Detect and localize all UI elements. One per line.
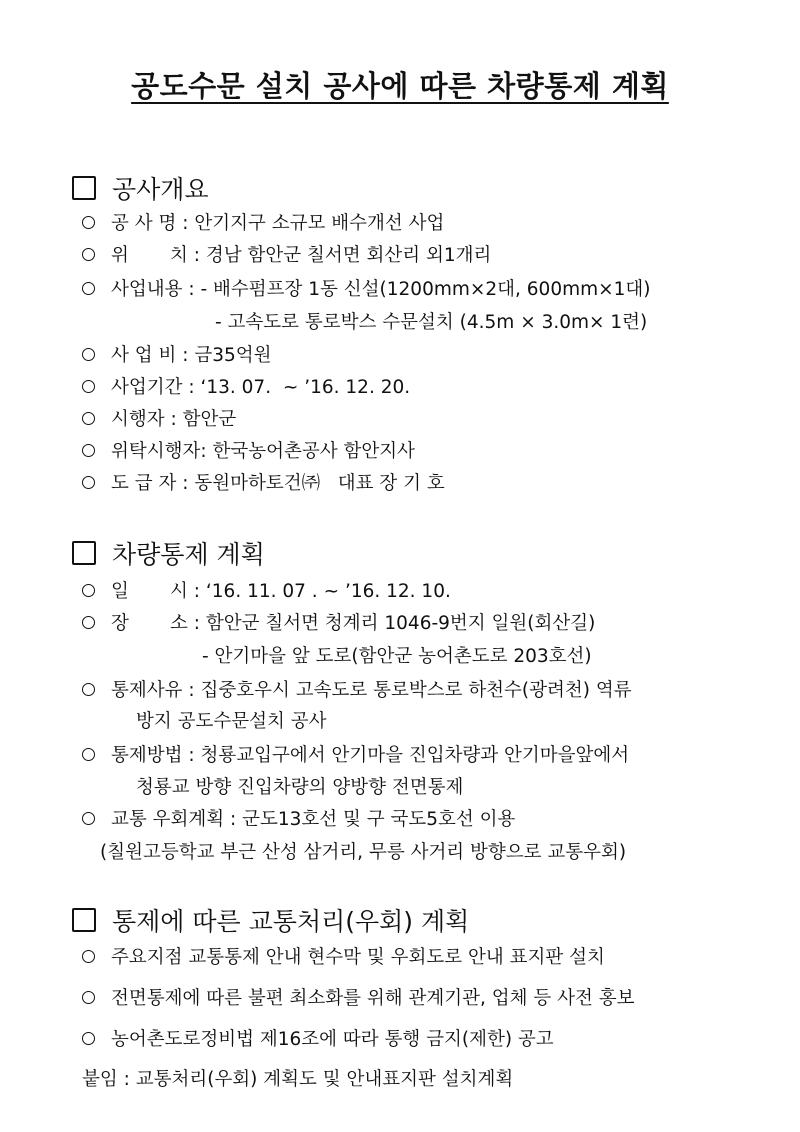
circle-bullet-icon <box>82 748 95 761</box>
circle-bullet-icon <box>82 991 95 1004</box>
circle-bullet-icon <box>82 412 95 425</box>
list-item: 교통 우회계획 : 군도13호선 및 구 국도5호선 이용 <box>82 808 515 832</box>
circle-bullet-icon <box>82 216 95 229</box>
list-item: 장 소 : 함안군 칠서면 청계리 1046-9번지 일원(회산길) <box>82 612 595 636</box>
list-item: 시행자 : 함안군 <box>82 408 236 432</box>
list-item-continuation: 청룡교 방향 진입차량의 양방향 전면통제 <box>136 777 464 798</box>
section-heading-text: 통제에 따른 교통처리(우회) 계획 <box>112 907 470 936</box>
circle-bullet-icon <box>82 282 95 295</box>
section-heading-text: 차량통제 계획 <box>112 540 265 569</box>
section-heading-detour-plan <box>72 902 469 938</box>
list-item-continuation: - 고속도로 통로박스 수문설치 (4.5m × 3.0m× 1련) <box>215 312 648 333</box>
list-item: 일 시 : ‘16. 11. 07 . ~ ’16. 12. 10. <box>82 580 451 604</box>
circle-bullet-icon <box>82 348 95 361</box>
list-item: 전면통제에 따른 불편 최소화를 위해 관계기관, 업체 등 사전 홍보 <box>82 987 634 1011</box>
circle-bullet-icon <box>82 584 95 597</box>
list-item: 통제사유 : 집중호우시 고속도로 통로박스로 하천수(광려천) 역류 <box>82 679 632 703</box>
list-item-continuation: (칠원고등학교 부근 산성 삼거리, 무릉 사거리 방향으로 교통우회) <box>100 842 627 863</box>
circle-bullet-icon <box>82 616 95 629</box>
checkbox-square-icon <box>72 541 96 565</box>
list-item: 도 급 자 : 동원마하토건㈜ 대표 장 기 호 <box>82 472 445 496</box>
attachment-note: 붙임 : 교통처리(우회) 계획도 및 안내표지판 설치계획 <box>82 1069 514 1090</box>
circle-bullet-icon <box>82 476 95 489</box>
circle-bullet-icon <box>82 950 95 963</box>
list-item-continuation: - 안기마을 앞 도로(함안군 농어촌도로 203호선) <box>202 646 592 667</box>
list-item: 사업내용 : - 배수펌프장 1동 신설(1200mm×2대, 600mm×1대) <box>82 278 651 302</box>
circle-bullet-icon <box>82 444 95 457</box>
list-item: 농어촌도로정비법 제16조에 따라 통행 금지(제한) 공고 <box>82 1028 554 1052</box>
circle-bullet-icon <box>82 1032 95 1045</box>
section-heading-text: 공사개요 <box>112 175 209 204</box>
circle-bullet-icon <box>82 683 95 696</box>
checkbox-square-icon <box>72 176 96 200</box>
section-heading-traffic-control <box>72 535 265 571</box>
list-item: 공 사 명 : 안기지구 소규모 배수개선 사업 <box>82 212 444 236</box>
circle-bullet-icon <box>82 812 95 825</box>
list-item: 주요지점 교통통제 안내 현수막 및 우회도로 안내 표지판 설치 <box>82 946 605 970</box>
checkbox-square-icon <box>72 908 96 932</box>
document-title: 공도수문 설치 공사에 따른 차량통제 계획 <box>131 69 669 103</box>
section-heading-overview <box>72 170 209 206</box>
list-item: 사 업 비 : 금35억원 <box>82 344 272 368</box>
circle-bullet-icon <box>82 380 95 393</box>
list-item: 통제방법 : 청룡교입구에서 안기마을 진입차량과 안기마을앞에서 <box>82 744 629 768</box>
list-item-continuation: 방지 공도수문설치 공사 <box>136 711 327 732</box>
list-item: 위탁시행자: 한국농어촌공사 함안지사 <box>82 440 415 464</box>
list-item: 위 치 : 경남 함안군 칠서면 회산리 외1개리 <box>82 244 491 268</box>
circle-bullet-icon <box>82 248 95 261</box>
list-item: 사업기간 : ‘13. 07. ~ ’16. 12. 20. <box>82 376 410 400</box>
